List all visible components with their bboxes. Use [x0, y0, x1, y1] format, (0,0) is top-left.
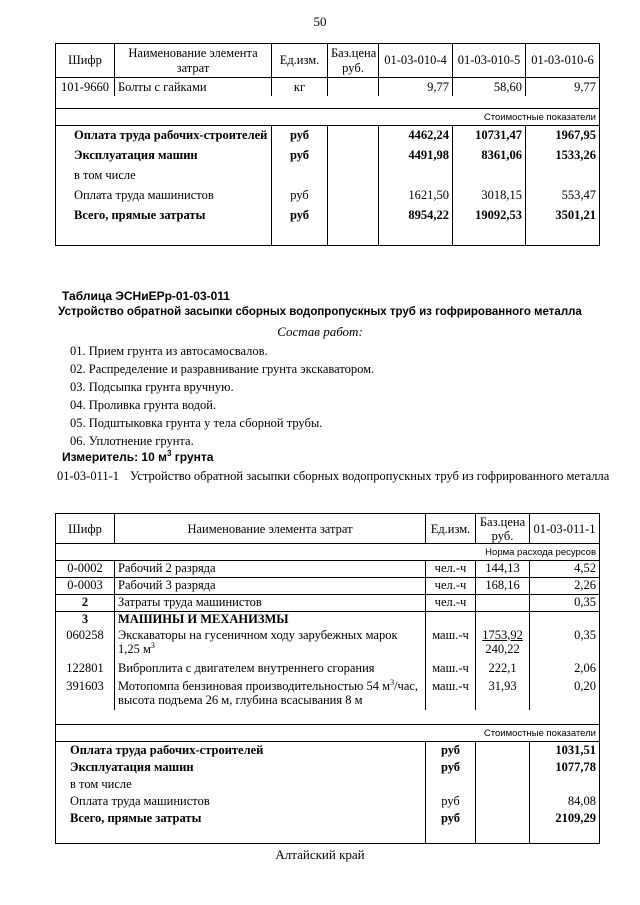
column-header: Ед.изм.	[272, 44, 328, 78]
cost-unit: руб	[426, 809, 476, 826]
cell-price: 31,93	[476, 679, 530, 710]
section-title: Таблица ЭСНиЕРр-01-03-011	[62, 289, 230, 303]
list-item: 02. Распределение и разравнивание грунта экскаватором.	[70, 362, 375, 376]
cost-unit: руб	[272, 205, 328, 225]
cost-value: 1533,26	[526, 145, 600, 165]
norm-label: Норма расхода ресурсов	[485, 547, 596, 558]
cost-name: в том числе	[74, 168, 136, 182]
cost-value: 3501,21	[526, 205, 600, 225]
cell-name: Виброплита с двигателем внутреннего сгорания	[115, 661, 426, 679]
cost-name: Всего, прямые затраты	[70, 810, 202, 825]
cell-value: 2,26	[530, 578, 600, 595]
page-footer: Алтайский край	[275, 847, 365, 862]
column-header: 01-03-011-1	[530, 514, 600, 544]
cost-name: Оплата труда рабочих-строителей	[74, 128, 268, 143]
cell-unit: маш.-ч	[426, 661, 476, 679]
list-item: 01. Прием грунта из автосамосвалов.	[70, 344, 268, 358]
cell-name: Экскаваторы на гусеничном ходу зарубежных марок 1,25 $м^3$	[115, 628, 426, 661]
cost-value: 1621,50	[379, 185, 453, 205]
cost-indicators-label: Стоимостные показатели	[483, 727, 596, 739]
table-row	[56, 78, 600, 96]
work-item-code: 01-03-011-1	[57, 469, 120, 483]
cell-price: 168,16	[476, 578, 530, 595]
list-item: 06. Уплотнение грунта.	[70, 434, 194, 448]
cell-code: 060258	[56, 628, 115, 661]
cost-indicators-row	[56, 724, 600, 741]
cost-row	[56, 741, 600, 758]
cell-code: 3	[56, 612, 115, 628]
cost-row	[56, 125, 600, 145]
column-header: Наименование элемента затрат	[115, 44, 272, 78]
cell-value: 0,35	[530, 628, 600, 661]
column-header: Баз.цена руб.	[476, 514, 530, 544]
page-number: 50	[313, 14, 327, 29]
cost-value: 3018,15	[453, 185, 526, 205]
cost-unit: руб	[426, 758, 476, 775]
list-item: 03. Подсыпка грунта вручную.	[70, 380, 234, 394]
work-item-text: Устройство обратной засыпки сборных водопропускных труб из гофрированного металла	[130, 469, 610, 483]
cost-name: Эксплуатация машин	[74, 148, 198, 162]
cell-value: 2,06	[530, 661, 600, 679]
measurement-unit: Измеритель: 10 $м^3$ грунта	[62, 449, 214, 464]
table-row	[56, 661, 600, 679]
cell-value: 9,77	[379, 78, 453, 96]
cost-row	[56, 792, 600, 809]
column-header: 01-03-010-4	[379, 44, 453, 78]
cell-code: 0-0003	[56, 578, 115, 595]
cost-value: 19092,53	[453, 205, 526, 225]
resource-table-01-03-011	[55, 513, 600, 844]
column-header: Шифр	[56, 514, 115, 544]
cost-unit: руб	[272, 125, 328, 145]
cell-code: 101-9660	[56, 78, 115, 96]
cell-code: 0-0002	[56, 561, 115, 578]
table-row	[56, 679, 600, 710]
cost-value: 2109,29	[530, 809, 600, 826]
cell-code: 2	[56, 595, 115, 612]
cost-value: 1967,95	[526, 125, 600, 145]
cell-unit: маш.-ч	[426, 679, 476, 710]
cost-name: Оплата труда машинистов	[70, 793, 210, 808]
cell-name: Рабочий 3 разряда	[115, 578, 426, 595]
cost-name: Оплата труда машинистов	[74, 188, 214, 202]
cell-unit: чел.-ч	[426, 561, 476, 578]
cost-unit: руб	[426, 741, 476, 758]
column-header: Баз.цена руб.	[328, 44, 379, 78]
cost-value: 4491,98	[379, 145, 453, 165]
cost-value: 1077,78	[530, 758, 600, 775]
cost-name: Оплата труда рабочих-строителей	[70, 742, 264, 757]
cell-price: 144,13	[476, 561, 530, 578]
cell-name: Затраты труда машинистов	[115, 595, 426, 612]
cost-indicators-label: Стоимостные показатели	[483, 111, 596, 123]
cell-name: Болты с гайками	[115, 78, 272, 96]
cost-row	[56, 758, 600, 775]
section-subtitle: Устройство обратной засыпки сборных водопропускных труб из гофрированного металла	[58, 306, 582, 318]
cell-unit: чел.-ч	[426, 578, 476, 595]
table-row	[56, 578, 600, 595]
list-item: 04. Проливка грунта водой.	[70, 398, 217, 412]
cell-name: МАШИНЫ И МЕХАНИЗМЫ	[115, 612, 426, 628]
cost-unit: руб	[426, 792, 476, 809]
cell-value: 58,60	[453, 78, 526, 96]
cost-unit: руб	[272, 185, 328, 205]
cost-name: Всего, прямые затраты	[74, 208, 206, 222]
resource-table-01-03-010	[55, 43, 600, 246]
cell-price: 1753,92 240,22	[476, 628, 530, 661]
cost-row	[56, 165, 600, 185]
cell-unit: маш.-ч	[426, 628, 476, 661]
table-header-row	[56, 44, 600, 78]
cost-value: 553,47	[526, 185, 600, 205]
cell-unit: чел.-ч	[426, 595, 476, 612]
cell-value: 4,52	[530, 561, 600, 578]
cost-value: 1031,51	[530, 741, 600, 758]
cost-value: 8954,22	[379, 205, 453, 225]
cost-row	[56, 185, 600, 205]
table-row	[56, 595, 600, 612]
cost-name: в том числе	[70, 776, 132, 791]
cell-unit: кг	[272, 78, 328, 96]
operations-list	[70, 342, 374, 450]
table-row	[56, 561, 600, 578]
cost-indicators-row	[56, 108, 600, 125]
table-header-row	[56, 514, 600, 544]
cost-row	[56, 205, 600, 225]
cell-code: 122801	[56, 661, 115, 679]
cost-value: 8361,06	[453, 145, 526, 165]
cost-row	[56, 775, 600, 792]
cell-price	[328, 78, 379, 96]
table-row	[56, 628, 600, 661]
cell-price	[476, 595, 530, 612]
column-header: Шифр	[56, 44, 115, 78]
cost-name: Эксплуатация машин	[70, 759, 194, 774]
cell-value: 9,77	[526, 78, 600, 96]
column-header: 01-03-010-6	[526, 44, 600, 78]
column-header: Наименование элемента затрат	[115, 514, 426, 544]
cost-row	[56, 809, 600, 826]
cost-row	[56, 145, 600, 165]
composition-heading: Состав работ:	[277, 324, 363, 339]
cell-code: 391603	[56, 679, 115, 710]
cost-value: 4462,24	[379, 125, 453, 145]
column-header: Ед.изм.	[426, 514, 476, 544]
cost-value: 84,08	[530, 792, 600, 809]
cell-price: 222,1	[476, 661, 530, 679]
list-item: 05. Подштыковка грунта у тела сборной трубы.	[70, 416, 323, 430]
cell-name: Рабочий 2 разряда	[115, 561, 426, 578]
table-row	[56, 612, 600, 628]
cell-value: 0,20	[530, 679, 600, 710]
column-header: 01-03-010-5	[453, 44, 526, 78]
cost-unit: руб	[272, 145, 328, 165]
norm-row	[56, 544, 600, 561]
cell-value: 0,35	[530, 595, 600, 612]
cost-value: 10731,47	[453, 125, 526, 145]
cell-name: Мотопомпа бензиновая производительностью 54 $м^3$/час, высота подъема 26 м, глубина всасывания 8 м	[115, 679, 426, 710]
